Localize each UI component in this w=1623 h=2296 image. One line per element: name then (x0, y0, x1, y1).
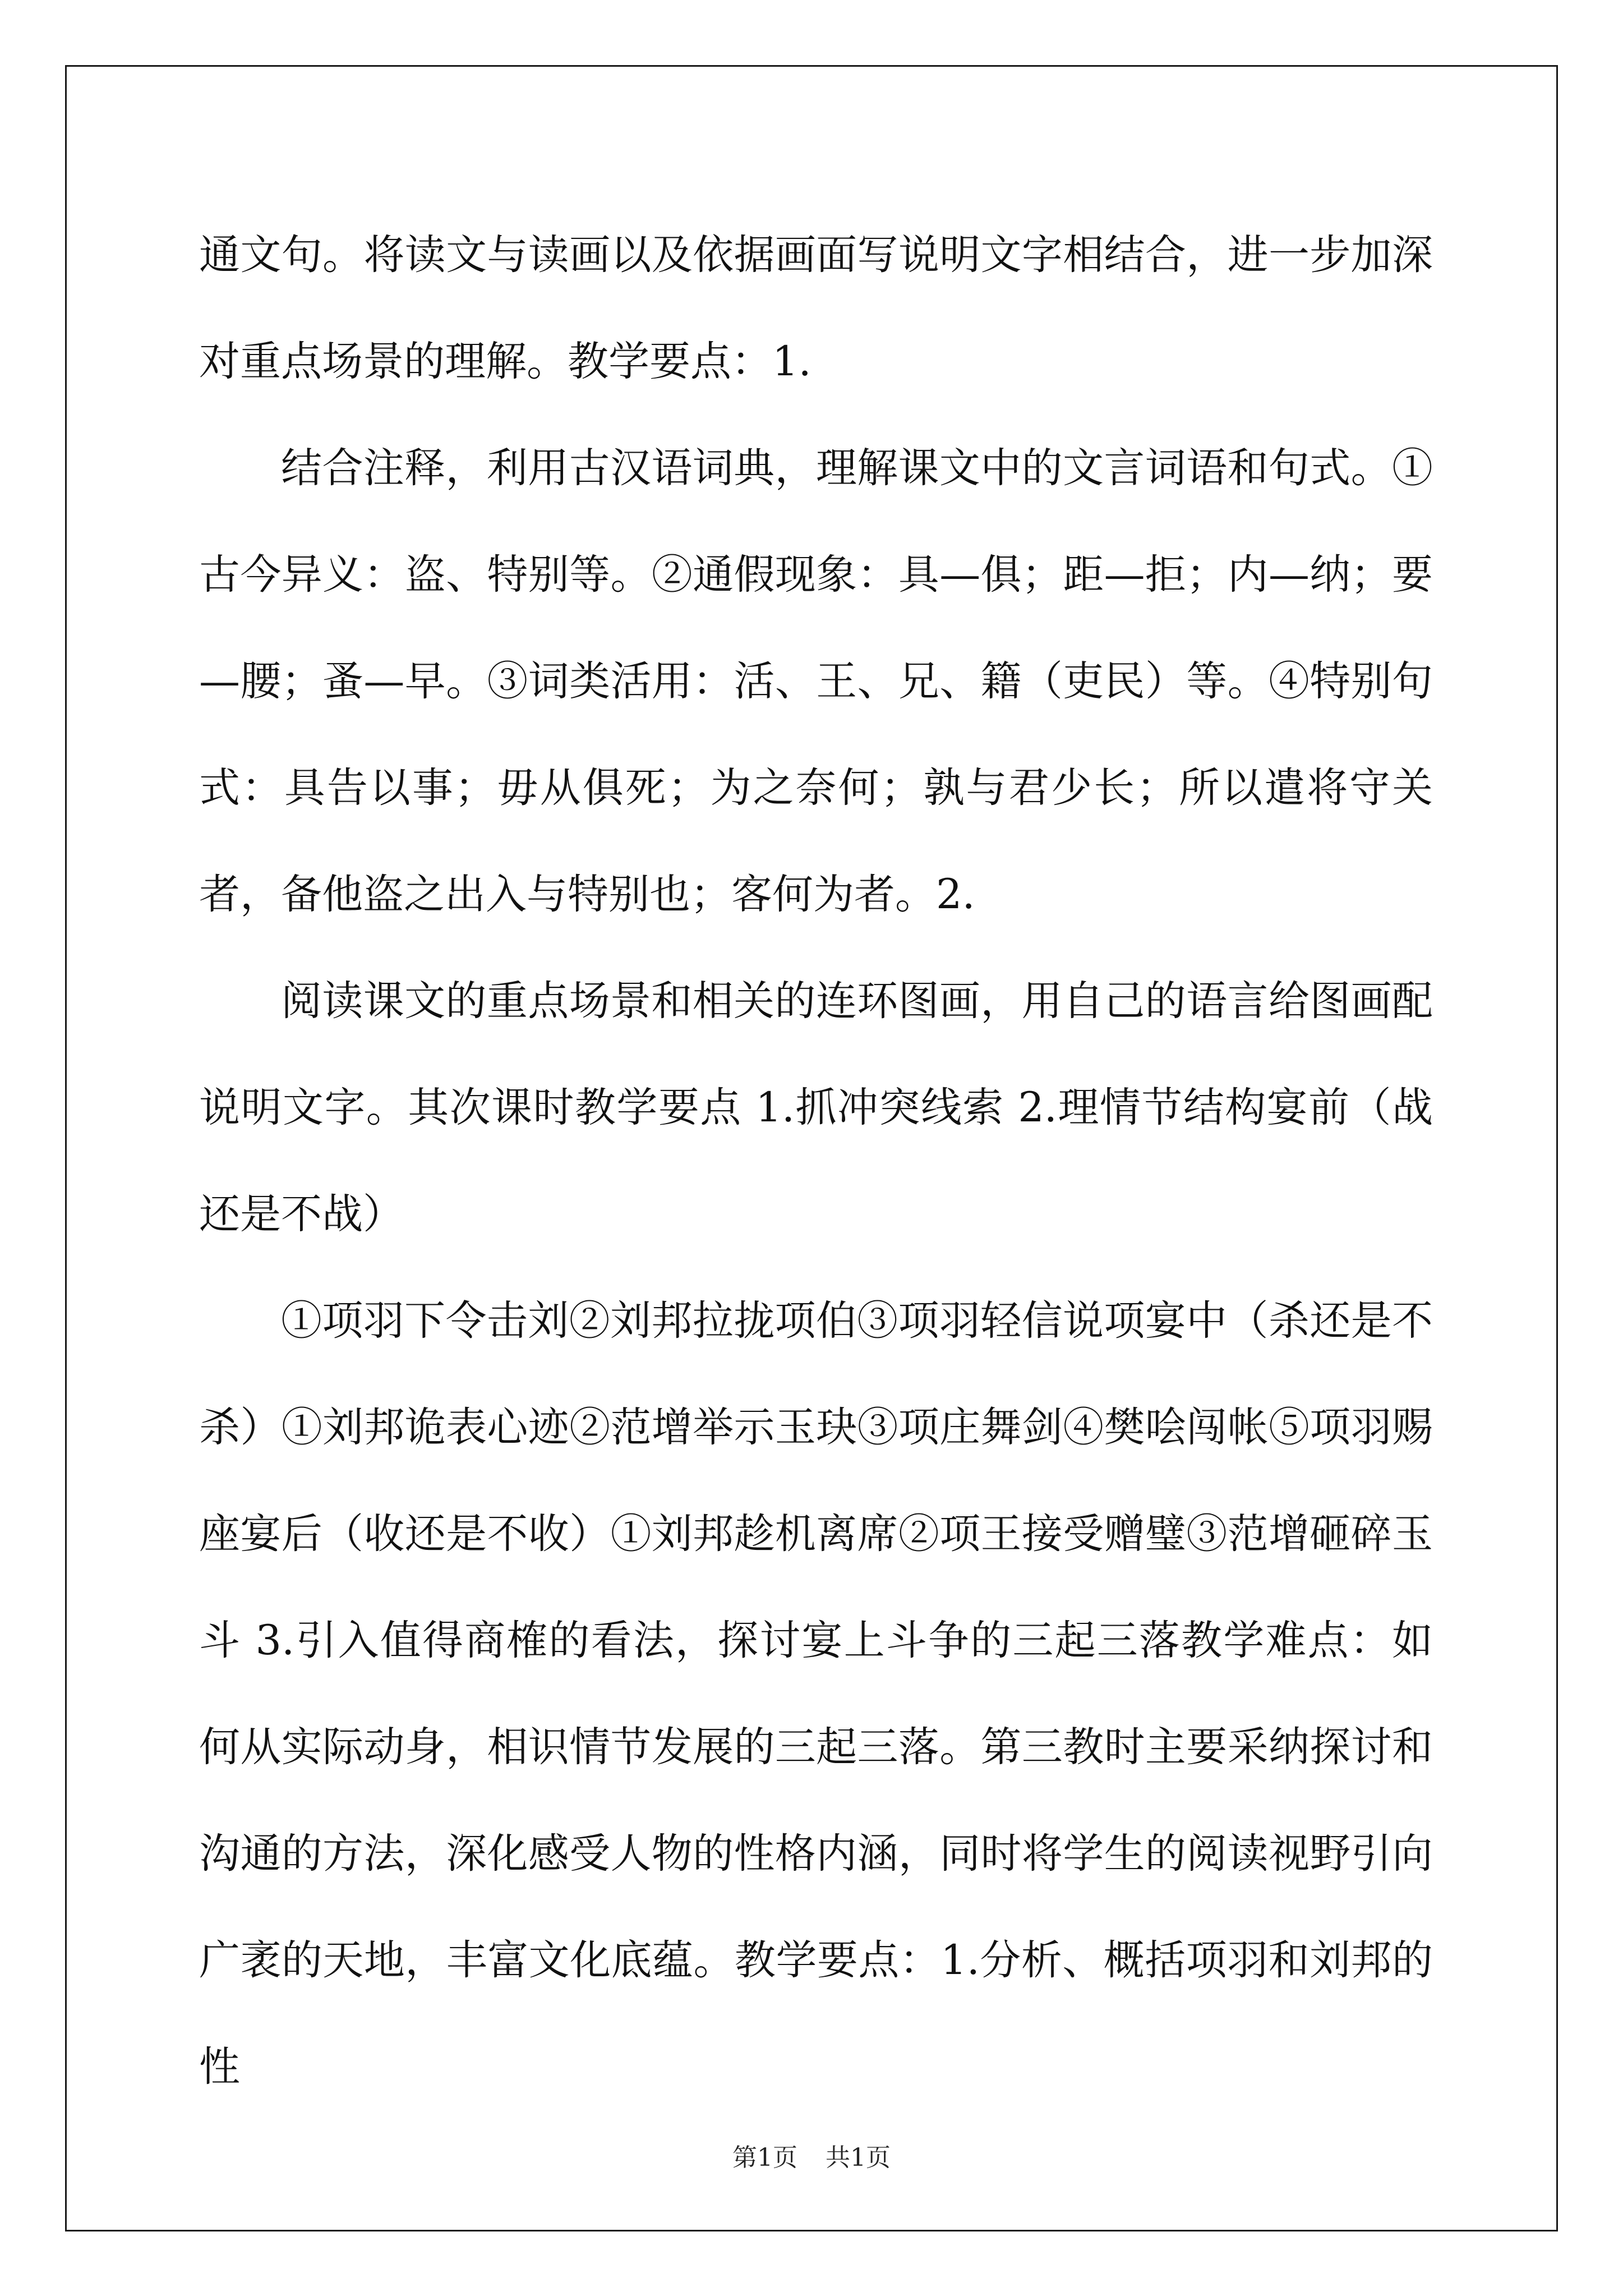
page-footer (0, 2137, 1623, 2173)
page-total: 共1页 (826, 2143, 891, 2172)
paragraph-1: 通文句。将读文与读画以及依据画面写说明文字相结合，进一步加深对重点场景的理解。教学要点：1. (199, 231, 1433, 385)
document-body (199, 202, 1433, 2120)
paragraph-2: 结合注释，利用古汉语词典，理解课文中的文言词语和句式。①古今异义：盗、特别等。②通假现象：具—俱；距—拒；内—纳；要—腰；蚤—早。③词类活用：活、王、兄、籍（吏民）等。④特别句式：具告以事；毋从俱死；为之奈何；孰与君少长；所以遣将守关者，备他盗之出入与特别也；客何为者。2. (199, 444, 1433, 918)
page-number: 第1页 (732, 2143, 797, 2172)
paragraph-4: ①项羽下令击刘②刘邦拉拢项伯③项羽轻信说项宴中（杀还是不杀）①刘邦诡表心迹②范增举示玉玦③项庄舞剑④樊哙闯帐⑤项羽赐座宴后（收还是不收）①刘邦趁机离席②项王接受赠璧③范增砸碎玉斗 3.引入值得商榷的看法，探讨宴上斗争的三起三落教学难点：如何从实际动身，相识情节发展的三起三落。第三教时主要采纳探讨和沟通的方法，深化感受人物的性格内涵，同时将学生的阅读视野引向广袤的天地，丰富文化底蕴。教学要点：1.分析、概括项羽和刘邦的性 (199, 1297, 1433, 2091)
paragraph-3: 阅读课文的重点场景和相关的连环图画，用自己的语言给图画配说明文字。其次课时教学要点 1.抓冲突线索 2.理情节结构宴前（战还是不战） (199, 977, 1433, 1238)
